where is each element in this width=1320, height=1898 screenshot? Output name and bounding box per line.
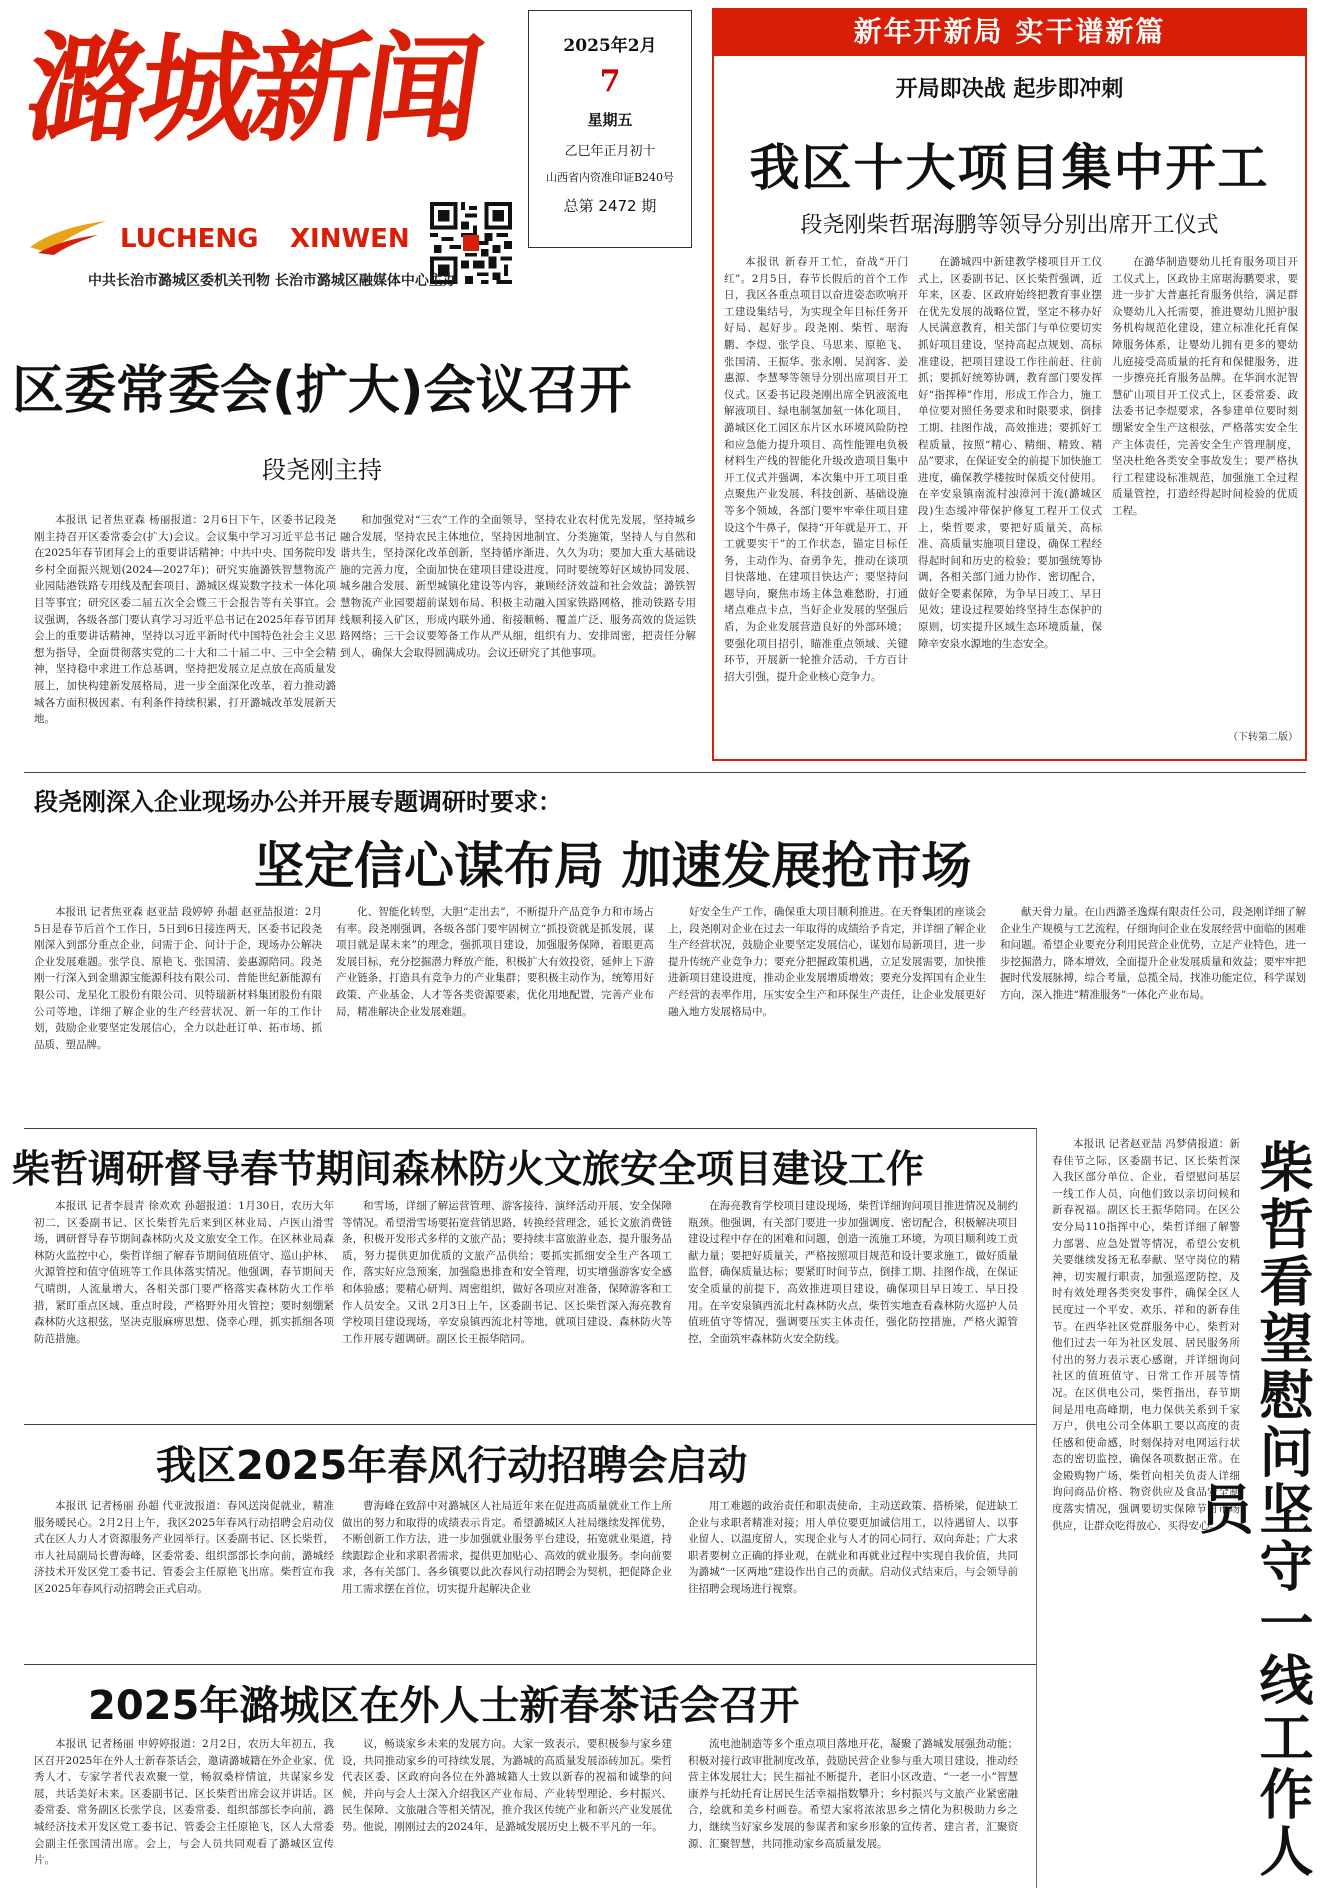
- date-box: [528, 10, 692, 248]
- section-banner: 新年开新局 实干谱新篇: [712, 8, 1307, 56]
- story-chai-fire-col3: 在海亮教育学校项目建设现场，柴哲详细询问项目推进情况及制约瓶颈。他强调，有关部门要进一步加强调度、密切配合，积极解决项目建设过程中存在的困难和问题，创造一流施工环境，为项目顺利竣工贡献力量；要把好质量关，严格按照项目规范和设计要求施工，做好质量监督，确保质量达标；要紧盯时间节点，倒排工期、挂图作战，在保证安全质量的前提下，高效推进项目建设，确保项目早日竣工、早日投用。在辛安泉镇西流北村森林防火点，柴哲实地查看森林防火巡护人员值班值守等情况，强调要压实主体责任，强化防控措施，严格火源管控，全面筑牢森林防火安全防线。: [688, 1200, 1018, 1345]
- logo-en-xinwen: XINWEN: [290, 224, 410, 254]
- story-chai-fire-col1: 本报讯 记者李晨青 徐欢欢 孙超报道：1月30日，农历大年初二，区委副书记、区长柴哲先后来到区林业局、卢医山滑雪场，调研督导春节期间森林防火及文旅安全工作。在区林业局森林防火监控中心，柴哲详细了解春节期间值班值守、巡山护林、火源管控和值守值班等工作具体落实情况。他强调，春节期间天气晴朗，人流量增大，各相关部门要严格落实森林防火工作举措，紧盯重点区域、重点时段，严格野外用火管控；要时刻绷紧森林防火这根弦，坚决克服麻痹思想、侥幸心理，抓实抓细各项防范措施。: [34, 1200, 334, 1345]
- sponsor-line: 中共长治市潞城区委机关刊物 长治市潞城区融媒体中心主办: [88, 273, 457, 289]
- story-chai-fire-col2: 和雪场，详细了解运营管理、游客接待、演绎活动开展、安全保障等情况。希望滑雪场要拓宽营销思路，转换经营理念，延长文旅消费链条，积极开发形式多样的文旅产品；要持续丰富旅游业态，提升服务品质，努力提供更加优质的文旅产品供给；要抓实抓细安全生产各项工作，落实好应急预案，加强隐患排查和安全管理，切实增强游客安全感和体验感；要精心研判、周密组织，做好各项应对准备，保障游客和工作人员安全。又讯 2月3日上午，区委副书记、区长柴哲深入海亮教育学校项目建设现场，辛安泉镇西流北村等地，就项目建设、森林防火等工作开展专题调研。副区长王振华陪同。: [342, 1200, 672, 1345]
- story-changwei-title: 区委常委会(扩大)会议召开: [12, 361, 632, 421]
- top-story-title: 我区十大项目集中开工: [749, 139, 1270, 197]
- story-duan-col2: 化、智能化转型，大胆“走出去”，不断提升产品竞争力和市场占有率。段尧刚强调，各级各部门要牢固树立“抓投资就是抓发展，谋项目就是谋未来”的理念，强抓项目建设，加强服务保障，着眼更高发展目标，充分挖掘潜力释放产能，积极扩大有效投资，延伸上下游产业链条，打造具有竞争力的产业集群；要积极主动作为，统筹用好政策、产业基金、人才等各类资源要素，优化用地配置，完善产业布局，精准解决企业发展难题。: [336, 906, 654, 1018]
- story-jobfair-col3: 用工难题的政治责任和职责使命，主动送政策、搭桥梁，促进缺工企业与求职者精准对接；用人单位要更加诚信用工，以待遇留人、以事业留人、以温度留人，实现企业与人才的同心同行、双向奔赴；广大求职者要树立正确的择业观，在就业和再就业过程中实现自我价值，共同为潞城“一区两地”建设作出自己的贡献。启动仪式结束后，与会领导前往招聘会现场进行视察。: [688, 1500, 1018, 1595]
- divider-line: [24, 1664, 1036, 1665]
- story-chai-visit-body: 本报讯 记者赵亚喆 冯梦倩报道：新春佳节之际，区委副书记、区长柴哲深入我区部分单位、企业，看望慰问基层一线工作人员，向他们致以亲切问候和新春祝福。副区长王振华陪同。在区公安分局110指挥中心，柴哲详细了解警力部署、应急处置等情况，希望公安机关要继续发扬无私奉献、坚守岗位的精神，切实履行职责，加强巡逻防控，及时有效处理各类突发事件，确保全区人民度过一个平安、欢乐、祥和的新春佳节。在西华社区党群服务中心，柴哲对他们过去一年为社区发展、居民服务所付出的努力表示衷心感谢，并详细询问社区的值班值守、日常工作开展等情况。在区供电公司，柴哲指出，春节期间是用电高峰期，电力保供关系到千家万户，供电公司全体职工要以高度的责任感和使命感，时刻保持对电网运行状态的密切监控，确保各项数据正常。在金殿购物广场，柴哲向相关负责人详细询问商品价格、物资供应及食品安全制度落实情况，强调要切实保障节日市场供应，让群众吃得放心、买得安心。: [1052, 1138, 1240, 1532]
- top-story-subtitle: 段尧刚柴哲琚海鹏等领导分别出席开工仪式: [800, 213, 1219, 238]
- story-duan-col1: 本报讯 记者焦亚森 赵亚喆 段婷婷 孙超 赵亚喆报道：2月5日是春节后首个工作日，5日到6日接连两天，区委书记段尧刚深入到部分重点企业，问需于企、问计于企，现场办公解决企业发展难题。张学良、原艳飞、张国清、姜惠源陪同。段尧刚一行深入到金鼎源宝能源科技有限公司、普能世纪新能源有限公司、龙星化工股份有限公司、贝特瑞新材料集团股份有限公司等地，详细了解企业的生产经营状况、新一年的工作计划，鼓励企业要坚定发展信心，全力以赴赶订单、拓市场、抓品质、塑品牌。: [34, 906, 322, 1051]
- top-story-col2: 在潞城四中新建教学楼项目开工仪式上，区委副书记、区长柴哲强调，近年来，区委、区政府始终把教育事业摆在优先发展的战略位置，坚定不移办好人民满意教育，相关部门与单位要切实抓好项目建设，坚持高起点规划、高标准建设，把项目建设工作往前赶、往前抓；要抓好统筹协调，教育部门要发挥好“指挥棒”作用，形成工作合力，施工单位要对照任务要求和时限要求，倒排工期、挂图作战，高效推进；要抓好工程质量，按照“精心、精细、精致、精品”要求，在保证安全的前提下加快施工进度，确保教学楼按时保质交付使用。在辛安泉镇南流村浊漳河干流(潞城区段)生态缓冲带保护修复工程开工仪式上，柴哲要求，要把好质量关，高标准、高质量实施项目建设，确保工程经得起时间和历史的检验；要加强统筹协调，各相关部门通力协作、密切配合，做好全要素保障，为争早日竣工、早日见效；建设过程要始终坚持生态保护的原则，切实提升区域生态环境质量，保障辛安泉水源地的生态安全。: [918, 256, 1102, 650]
- masthead: [20, 12, 520, 302]
- story-duan-kicker: 段尧刚深入企业现场办公并开展专题调研时要求：: [34, 788, 562, 816]
- divider-line: [24, 772, 1306, 773]
- divider-line: [24, 1128, 1036, 1129]
- logo-swoosh-icon: [28, 217, 108, 257]
- story-jobfair-title: 我区2025年春风行动招聘会启动: [156, 1443, 748, 1489]
- date-day: 7: [599, 64, 621, 99]
- date-lunar: 乙巳年正月初十: [564, 144, 656, 159]
- story-chai-visit-title: 柴哲看望慰问坚守一线工作人员: [1191, 1138, 1314, 1880]
- story-teaparty-title: 2025年潞城区在外人士新春茶话会召开: [88, 1683, 800, 1729]
- story-changwei-col2: 和加强党对“三农”工作的全面领导，坚持农业农村优先发展，坚持城乡融合发展，坚持农民主体地位，坚持因地制宜、分类施策，坚持人与自然和谐共生，坚持深化改革创新，坚持循序渐进、久久为功；要加大重大基础设施的完善力度，全面加快在建项目建设进度，同时要统筹好区域协同发展、城乡融合发展、新型城镇化建设等内容，兼顾经济效益和社会效益；潞铁智慧物流产业园要超前谋划布局、积极主动融入国家铁路网格，推动铁路专用线顺利接入矿区，形成内联外通、衔接顺畅、覆盖广泛、服务高效的货运铁路网络；三干会议要筹备工作从严从细，组织有力、安排周密，把责任分解到人，确保大会取得圆满成功。会议还研究了其他事项。: [340, 514, 696, 659]
- top-story-kicker: 开局即决战 起步即冲刺: [895, 77, 1124, 102]
- date-weekday: 星期五: [587, 111, 633, 129]
- logo-en-lucheng: LUCHENG: [120, 224, 259, 254]
- date-year-month: 2025年2月: [563, 36, 657, 56]
- divider-line: [24, 1424, 1036, 1425]
- story-changwei-col1: 本报讯 记者焦亚森 杨丽报道：2月6日下午，区委书记段尧刚主持召开区委常委会(扩大)会议。会议集中学习习近平总书记在2025年春节团拜会上的重要讲话精神；中共中央、国务院印发乡村全面振兴规划(2024—2027年)；研究实施潞铁智慧物流产业园陆港铁路专用线及配套项目、潞城区煤炭数字技术一体化项目等事宜；研究区委二届五次全会暨三干会报告等有关事宜。会议强调，各级各部门要认真学习习近平总书记在2025年春节团拜会上的重要讲话精神，坚持以习近平新时代中国特色社会主义思想为指导，全面贯彻落实党的二十大和二十届二中、三中全会精神，坚持稳中求进工作总基调，坚持把发展立足点放在高质量发展上，加快构建新发展格局，进一步全面深化改革，着力推动潞城各方面积极因素、有利条件持续积累，打开潞城改革发展新天地。: [34, 514, 336, 726]
- story-jobfair-col1: 本报讯 记者杨丽 孙超 代亚波报道：春风送岗促就业，精准服务暖民心。2月2日上午，我区2025年春风行动招聘会启动仪式在区人力人才资源服务产业园举行。区委副书记、区长柴哲，市人社局副局长曹海峰，区委常委、组织部部长李向前，潞城经济技术开发区党工委书记、管委会主任原艳飞出席。柴哲宣布我区2025年春风行动招聘会正式启动。: [34, 1500, 334, 1595]
- story-changwei-subtitle: 段尧刚主持: [262, 456, 382, 484]
- story-teaparty-col2: 议，畅谈家乡未来的发展方向。大家一致表示，要积极参与家乡建设，共同推动家乡的可持续发展，为潞城的高质量发展添砖加瓦。柴哲代表区委、区政府向各位在外潞城籍人士致以新春的祝福和诚挚的问候，并向与会人士深入介绍我区产业布局、产业转型理论、乡村振兴、民生保障、文旅融合等相关情况，推介我区传统产业和新兴产业发展优势。他说，刚刚过去的2024年，是潞城发展历史上极不平凡的一年。: [342, 1738, 672, 1833]
- story-teaparty-col3: 流电池制造等多个重点项目落地开花，凝聚了潞城发展强劲动能；积极对接行政审批制度改革，鼓励民营企业参与重大项目建设，推动经营主体发展壮大；民生福祉不断提升，老旧小区改造、“一老一小”智慧康养与托幼托育让居民生活幸福指数攀升；乡村振兴与文旅产业紧密融合，绘就和美乡村画卷。希望大家将浓浓思乡之情化为积极助力乡之力，继续当好家乡发展的参谋者和家乡形象的宣传者、建言者，汇聚资源、汇聚智慧，共同推动家乡高质量发展。: [688, 1738, 1018, 1850]
- story-jobfair-col2: 曹海峰在致辞中对潞城区人社局近年来在促进高质量就业工作上所做出的努力和取得的成绩表示肯定。希望潞城区人社局继续发挥优势，不断创新工作方法，进一步加强就业服务平台建设，拓宽就业渠道，持续跟踪企业和求职者需求，提供更加贴心、高效的就业服务。李向前要求，各有关部门、各乡镇要以此次春风行动招聘会为契机，把促降企业用工需求摆在首位，切实提升起解决企业: [342, 1500, 672, 1595]
- story-duan-col3: 好安全生产工作，确保重大项目顺利推进。在天脊集团的座谈会上，段尧刚对企业在过去一年取得的成绩给予肯定，并详细了解企业生产经营状况，鼓励企业要坚定发展信心，谋划布局新项目，进一步提升传统产业竞争力；要充分把握政策机遇，立足发展需要，加快推进新项目建设进度，推动企业发展增质增效；要充分发挥国有企业生产经营的表率作用，压实安全生产和环保生产责任，让企业发展更好融入地方发展格局中。: [668, 906, 986, 1018]
- issue-number: 总第 2472 期: [563, 197, 657, 215]
- column-divider: [1036, 1128, 1037, 1888]
- top-story-col1: 本报讯 新春开工忙，奋战“开门红”。2月5日，春节长假后的首个工作日，我区各重点项目以奋进姿态吹响开工建设集结号，为实现全年目标任务开好局、起好步。段尧刚、柴哲、琚海鹏、李煜、张学良、马思来、原艳飞、张国清、王振华、张永刚、吴润客、姜惠源、李慧琴等领导分别出席项目开工仪式。区委书记段尧刚出席全钒液流电解液项目、绿电制氢加氨一体化项目，潞城区化工园区东片区水环境风险防控和应急能力提升项目、高性能锂电负极材料生产线的智能化升级改造项目集中开工仪式并强调，本次集中开工项目重点聚焦产业发展、科技创新、基础设施等多个领域，各部门要牢牢牵住项目建设这个牛鼻子，保持“开年就是开工、开工就要实干”的工作状态，锚定目标任务，主动作为、奋勇争先，推动在谈项目快落地、在建项目快达产；要坚持问题导向，聚焦市场主体急难愁盼，打通堵点难点卡点，当好企业发展的坚强后盾，为企业发展营造良好的外部环境；要强化项目招引，瞄准重点领域、关键环节，开展新一轮推介活动，千方百计招大引强，提升企业核心竞争力。: [724, 256, 908, 683]
- newspaper-logo-title: 潞城新闻: [18, 19, 486, 158]
- top-story-col3: 在潞华制造婴幼儿托育服务项目开工仪式上，区政协主席琚海鹏要求，要进一步扩大普惠托育服务供给，满足群众婴幼儿入托需要，推进婴幼儿照护服务机构规范化建设，建立标准化托育保障服务体系，让婴幼儿拥有更多的婴幼儿庭接受高质量的托育和保健服务，进一步擦亮托育服务品牌。在华润水泥智慧矿山项目开工仪式上，区委常委、政法委书记李煜要求，各参建单位要时刻绷紧安全生产这根弦，严格落实安全生产主体责任，完善安全生产管理制度，坚决杜绝各类安全事故发生；要严格执行工程建设标准规范，加强施工全过程质量管控，打造经得起时间检验的优质工程。: [1112, 256, 1298, 517]
- story-duan-title: 坚定信心谋布局 加速发展抢市场: [254, 837, 972, 895]
- continued-note: （下转第二版）: [1228, 732, 1298, 743]
- story-teaparty-col1: 本报讯 记者杨丽 申婷婷报道：2月2日，农历大年初五，我区召开2025年在外人士新春茶话会，邀请潞城籍在外企业家、优秀人才、专家学者代表欢聚一堂，畅叙桑梓情谊，共谋家乡发展，共话美好未来。区委副书记、区长柴哲出席会议并讲话。区委常委、常务副区长张学良，区委常委、组织部部长李向前，潞城经济技术开发区党工委书记、管委会主任原艳飞，区人大常委会副主任张国清出席。会上，与会人员共同观看了潞城区宣传片。: [34, 1738, 334, 1867]
- story-chai-fire-title: 柴哲调研督导春节期间森林防火文旅安全项目建设工作: [12, 1147, 925, 1191]
- top-story-box: [712, 56, 1307, 761]
- story-duan-col4: 献天骨力量。在山西潞圣逸煤有限责任公司，段尧刚详细了解企业生产规模与工艺流程，仔细询问企业在发展经营中面临的困难和问题。希望企业要充分利用民营企业优势，立足产业特色，进一步挖掘潜力，降本增效，全面提升企业发展质量和效益；要牢牢把握时代发展脉搏，综合考量，总揽全局，找准功能定位，科学谋划方向，深入推进“精准服务”一体化产业布局。: [1000, 906, 1306, 1001]
- print-permit: 山西省内资准印证B240号: [545, 171, 675, 184]
